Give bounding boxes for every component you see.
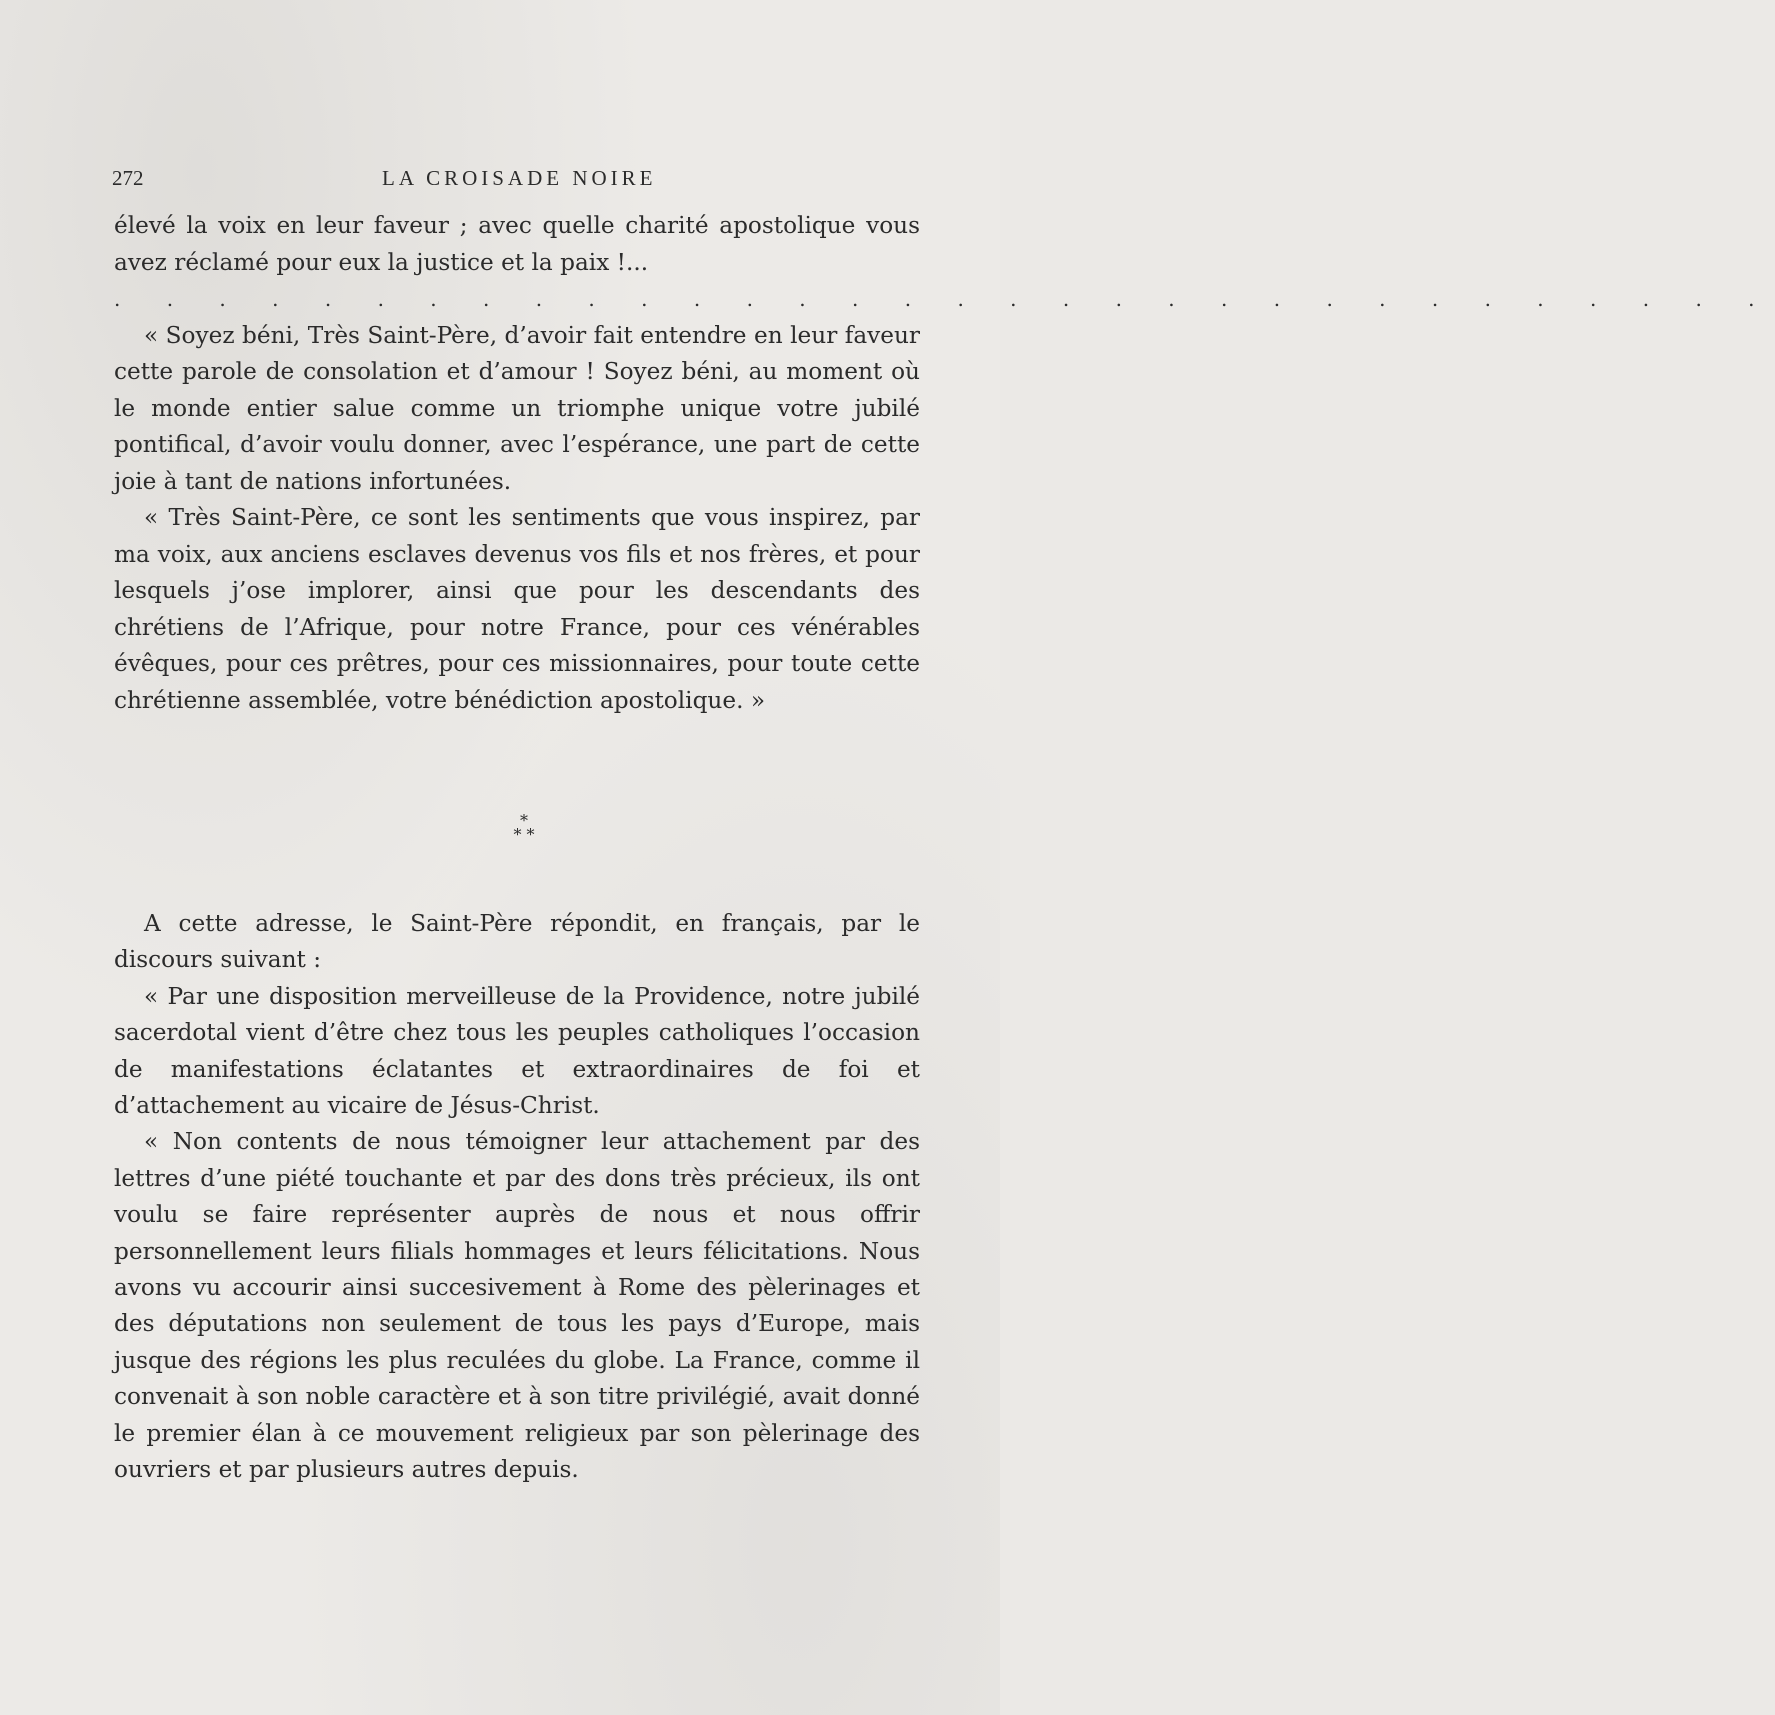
page-header: [112, 166, 916, 198]
paragraph: A cette adresse, le Saint-Père répondit, en français, par le discours suivant :: [114, 910, 920, 974]
text-block-top: [114, 208, 1775, 719]
text-block-bottom: [114, 906, 920, 1489]
paragraph: « Non contents de nous témoigner leur attachement par des lettres d’une piété touchante et par des dons très précieux, ils ont voulu se faire représenter auprès de nous et nous offrir personnellement leurs filials hommages et leurs félicitations. Nous avons vu accourir ainsi succesivement à Rome des pèlerinages et des députations non seulement de tous les pays d’Europe, mais jusque des régions les plus reculées du globe. La France, comme il convenait à son noble caractère et à son titre privilégié, avait donné le premier élan à ce mouvement religieux par son pèlerinage des ouvriers et par plusieurs autres depuis.: [114, 1128, 920, 1484]
separator-top-star: *: [520, 811, 528, 830]
running-head: LA CROISADE NOIRE: [382, 166, 657, 190]
ellipsis-line: . . . . . . . . . . . . . . . . . . . . . . . . . . . . . . . .: [114, 287, 1775, 311]
paragraph: « Soyez béni, Très Saint-Père, d’avoir fait entendre en leur faveur cette parole de consolation et d’amour ! Soyez béni, au moment où le monde entier salue comme un triomphe unique votre jubilé pontifical, d’avoir voulu donner, avec l’espérance, une part de cette joie à tant de nations infortunées.: [114, 321, 920, 495]
page-number: 272: [112, 166, 144, 190]
paragraph: élevé la voix en leur faveur ; avec quelle charité apostolique vous avez réclamé pour eux la justice et la paix !...: [114, 212, 920, 276]
paragraph: « Très Saint-Père, ce sont les sentiments que vous inspirez, par ma voix, aux anciens esclaves devenus vos fils et nos frères, et pour lesquels j’ose implorer, ainsi que pour les descendants des chrétiens de l’Afrique, pour notre France, pour ces vénérables évêques, pour ces prêtres, pour ces missionnaires, pour toute cette chrétienne assemblée, votre bénédiction apostolique. »: [114, 504, 920, 714]
paragraph: « Par une disposition merveilleuse de la Providence, notre jubilé sacerdotal vient d’être chez tous les peuples catholiques l’occasion de manifestations éclatantes et extraordinaires de foi et d’attachement au vicaire de Jésus-Christ.: [114, 982, 920, 1120]
section-separator: [494, 811, 554, 844]
separator-bottom-stars: * *: [513, 825, 535, 844]
